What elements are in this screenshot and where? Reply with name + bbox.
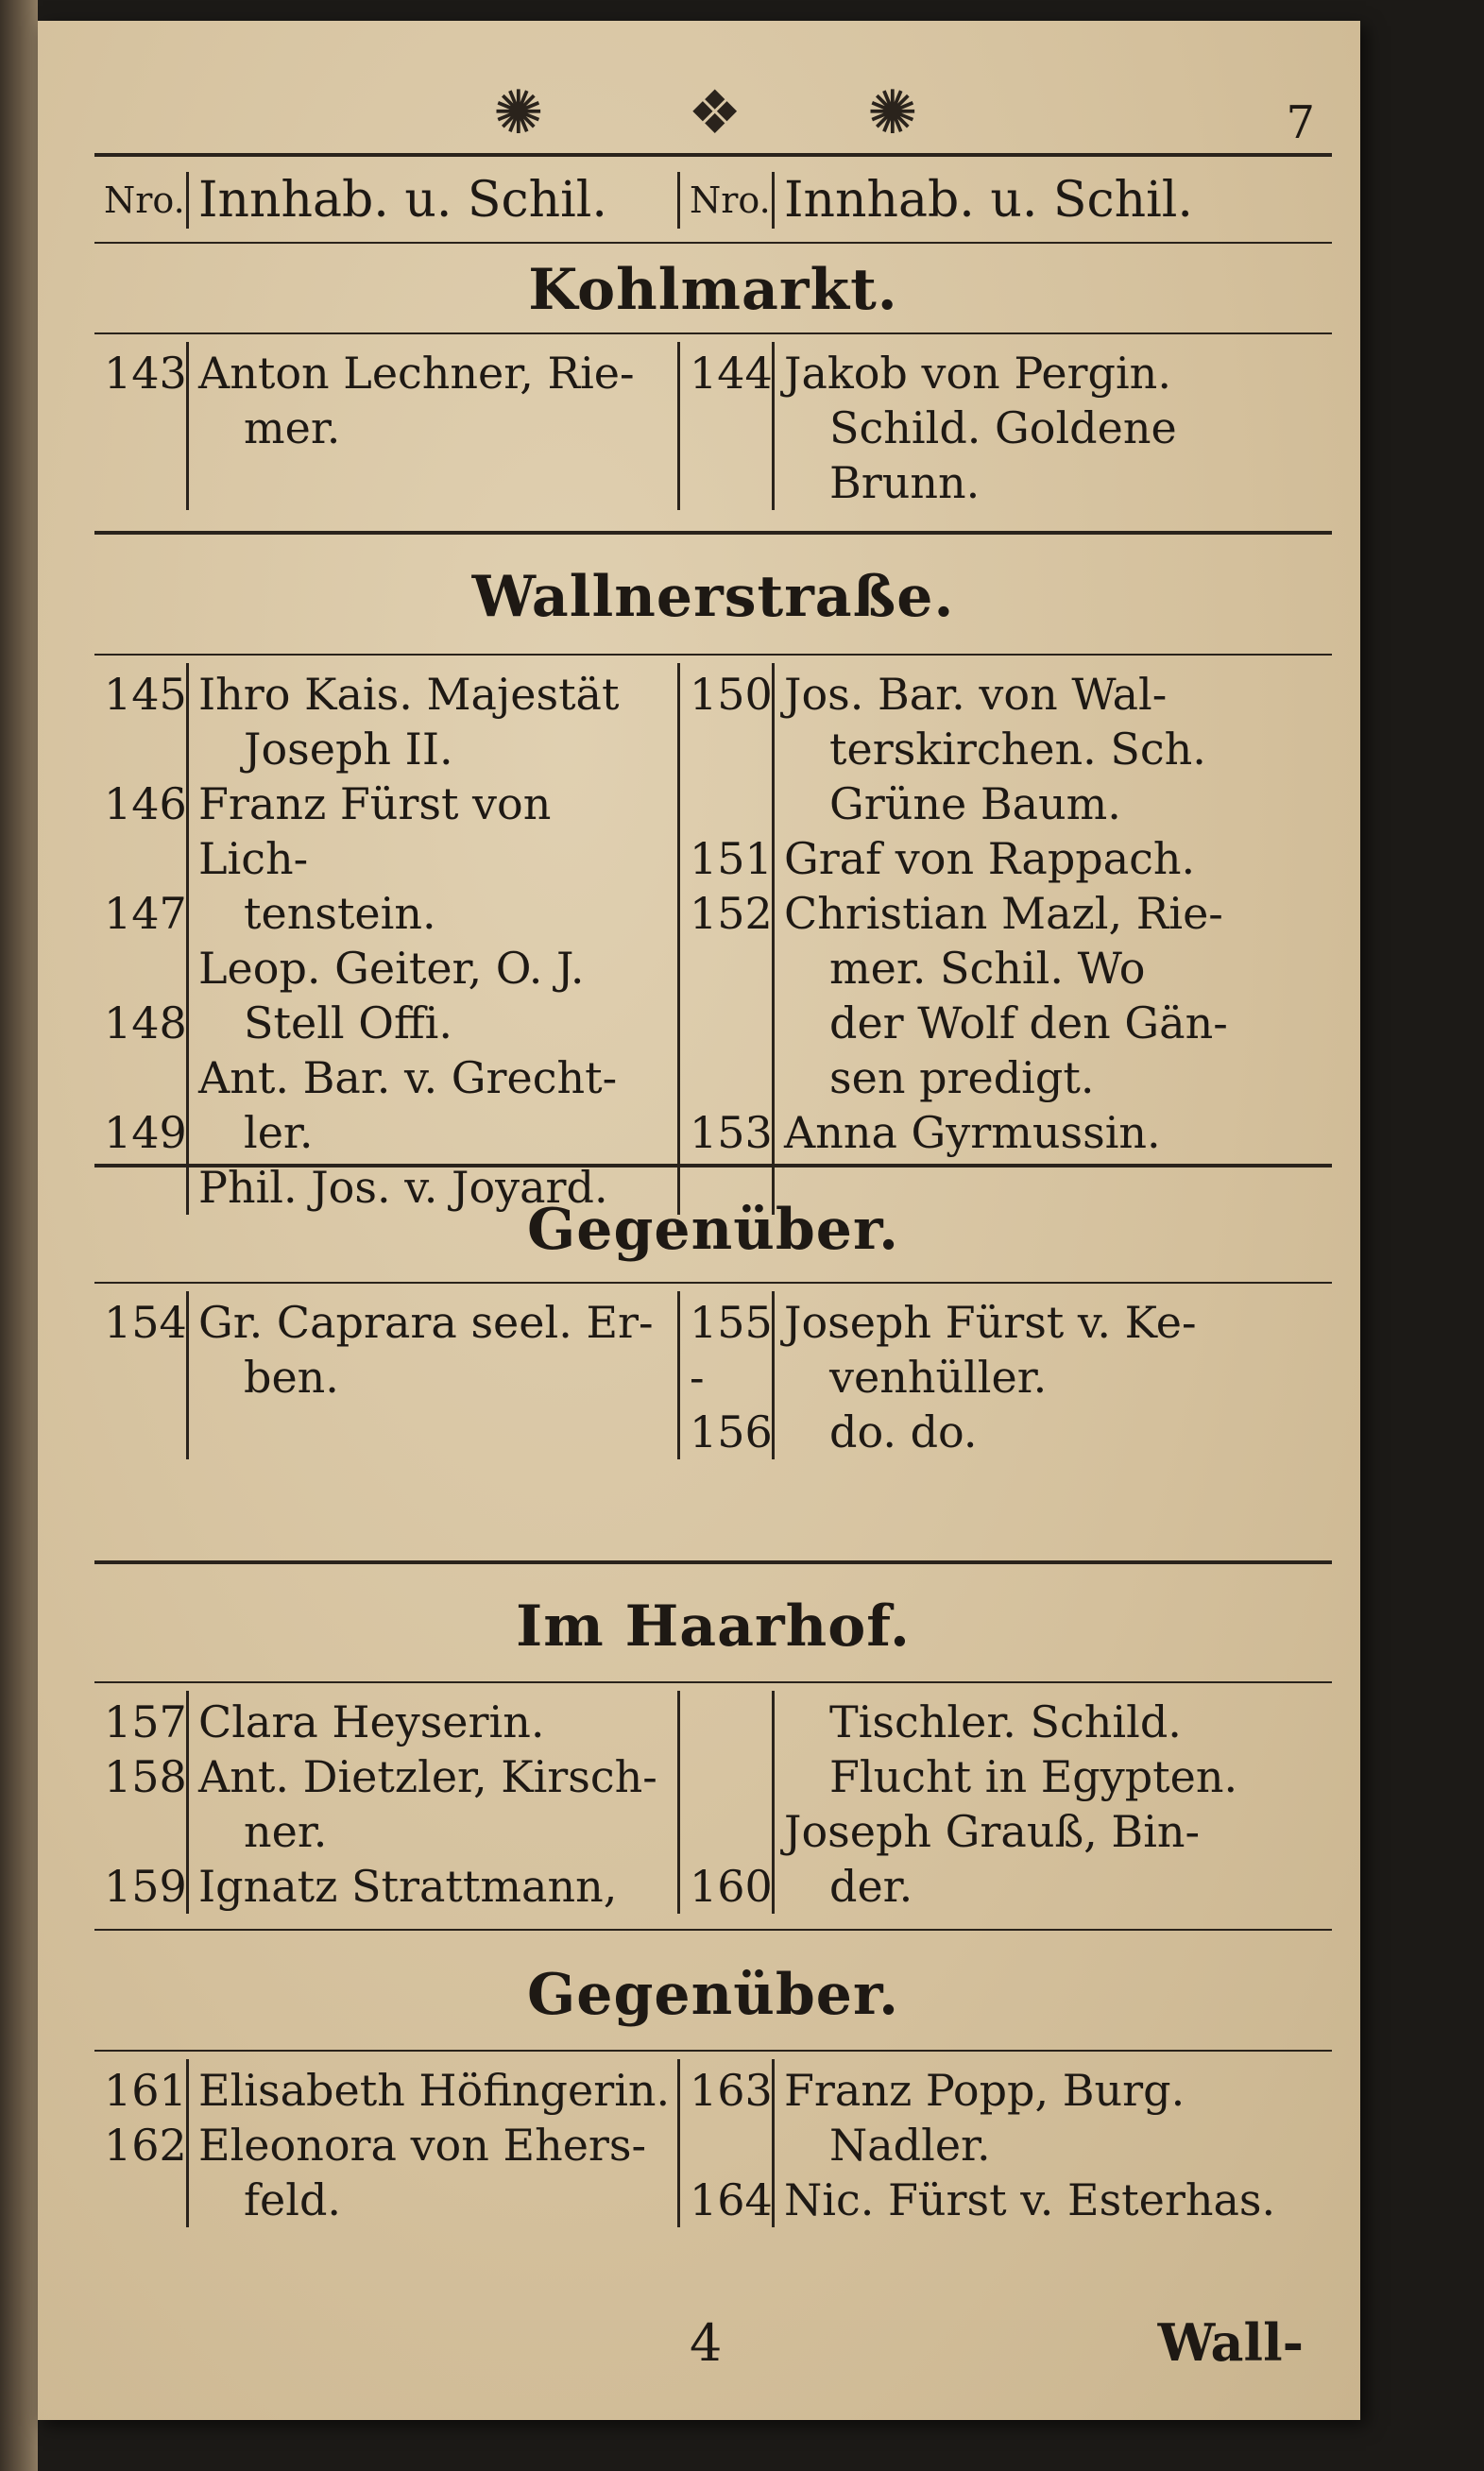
kohlmarkt-block <box>94 342 1332 510</box>
divider <box>94 1164 1332 1167</box>
house-number: 163 <box>690 2065 773 2116</box>
house-number: 161 <box>104 2065 187 2116</box>
house-number: 149 <box>104 1107 187 1158</box>
street-title: Gegenüber. <box>527 1962 899 2028</box>
divider <box>94 1681 1332 1683</box>
header-innhab: Innhab. u. Schil. <box>189 172 680 229</box>
signature-mark: 4 <box>690 2313 723 2373</box>
house-number: 150 <box>690 669 773 720</box>
list-item: Clara Heyserin. <box>198 1696 545 1747</box>
page-number: 7 <box>1286 96 1315 149</box>
street-title: Kohlmarkt. <box>528 257 898 323</box>
wallnerstrasse-block <box>94 663 1332 1215</box>
house-number: 164 <box>690 2174 773 2225</box>
house-number: 148 <box>104 997 187 1048</box>
divider <box>94 1929 1332 1931</box>
divider <box>94 1282 1332 1284</box>
list-item: Anna Gyrmussin. <box>784 1107 1161 1158</box>
gegenueber-block <box>94 1291 1332 1459</box>
list-item: Franz Popp, Burg. Nadler. <box>784 2065 1185 2171</box>
column-header <box>94 162 1332 238</box>
list-item: Joseph Grauß, Bin- der. <box>784 1806 1201 1912</box>
list-item: Franz Fürst von Lich- tenstein. <box>198 778 552 939</box>
catchword: Wall- <box>1157 2312 1304 2373</box>
list-item: Anton Lechner, Rie- mer. <box>198 348 635 453</box>
list-item: Leop. Geiter, O. J. Stell Offi. <box>198 943 585 1048</box>
header-nro: Nro. <box>94 172 189 229</box>
street-title: Wallnerstraße. <box>471 564 955 630</box>
house-number: 160 <box>690 1861 773 1912</box>
divider <box>94 2050 1332 2052</box>
square-ornament-icon: ❖ <box>688 78 742 148</box>
house-number: 159 <box>104 1861 187 1912</box>
header-ornaments <box>38 76 1360 161</box>
list-item: Joseph Fürst v. Ke- venhüller. <box>784 1297 1197 1403</box>
house-number: 162 <box>104 2120 187 2171</box>
list-item: Tischler. Schild. Flucht in Egypten. <box>829 1696 1238 1802</box>
house-number: 146 <box>104 778 187 829</box>
house-number: 158 <box>104 1751 187 1802</box>
house-number: 147 <box>104 888 187 939</box>
house-number: 154 <box>104 1297 187 1348</box>
book-page <box>38 21 1360 2420</box>
divider <box>94 242 1332 244</box>
list-item: Nic. Fürst v. Esterhas. <box>784 2174 1276 2225</box>
ditto-dash: - <box>690 1352 705 1403</box>
divider <box>94 531 1332 535</box>
book-spine-edge <box>0 0 38 2471</box>
house-number: 145 <box>104 669 187 720</box>
divider <box>94 153 1332 157</box>
list-item: Elisabeth Höfingerin. <box>198 2065 671 2116</box>
header-nro: Nro. <box>680 172 775 229</box>
header-innhab: Innhab. u. Schil. <box>784 172 1193 229</box>
list-item: Jos. Bar. von Wal- terskirchen. Sch. Grüne Baum. <box>784 669 1206 829</box>
house-number: 152 <box>690 888 773 939</box>
divider <box>94 654 1332 656</box>
haarhof-block <box>94 1691 1332 1914</box>
house-number: 143 <box>104 348 187 399</box>
house-number: 144 <box>690 348 773 399</box>
list-item: Ihro Kais. Majestät Joseph II. <box>198 669 620 775</box>
house-number: 153 <box>690 1107 773 1158</box>
house-number: 151 <box>690 833 773 884</box>
house-number: 157 <box>104 1696 187 1747</box>
list-item: Ant. Dietzler, Kirsch- ner. <box>198 1751 657 1857</box>
list-item: Christian Mazl, Rie- mer. Schil. Wo der Wolf den Gän- sen predigt. <box>784 888 1228 1103</box>
list-item: Phil. Jos. v. Joyard. <box>198 1162 608 1213</box>
list-item: Jakob von Pergin. Schild. Goldene Brunn. <box>784 348 1177 508</box>
divider <box>94 1560 1332 1564</box>
list-item: Graf von Rappach. <box>784 833 1196 884</box>
street-title: Gegenüber. <box>527 1197 899 1263</box>
house-number: 155 <box>690 1297 773 1348</box>
list-item: Eleonora von Ehers- feld. <box>198 2120 647 2225</box>
divider <box>94 332 1332 334</box>
gegenueber-block <box>94 2059 1332 2227</box>
list-item: Ant. Bar. v. Grecht- ler. <box>198 1052 618 1158</box>
flower-ornament-icon: ✺ <box>493 78 544 148</box>
flower-ornament-icon: ✺ <box>867 78 918 148</box>
list-item: Ignatz Strattmann, <box>198 1861 618 1912</box>
street-title: Im Haarhof. <box>516 1593 911 1660</box>
house-number: 156 <box>690 1406 773 1457</box>
list-item: do. do. <box>829 1406 978 1457</box>
list-item: Gr. Caprara seel. Er- ben. <box>198 1297 654 1403</box>
